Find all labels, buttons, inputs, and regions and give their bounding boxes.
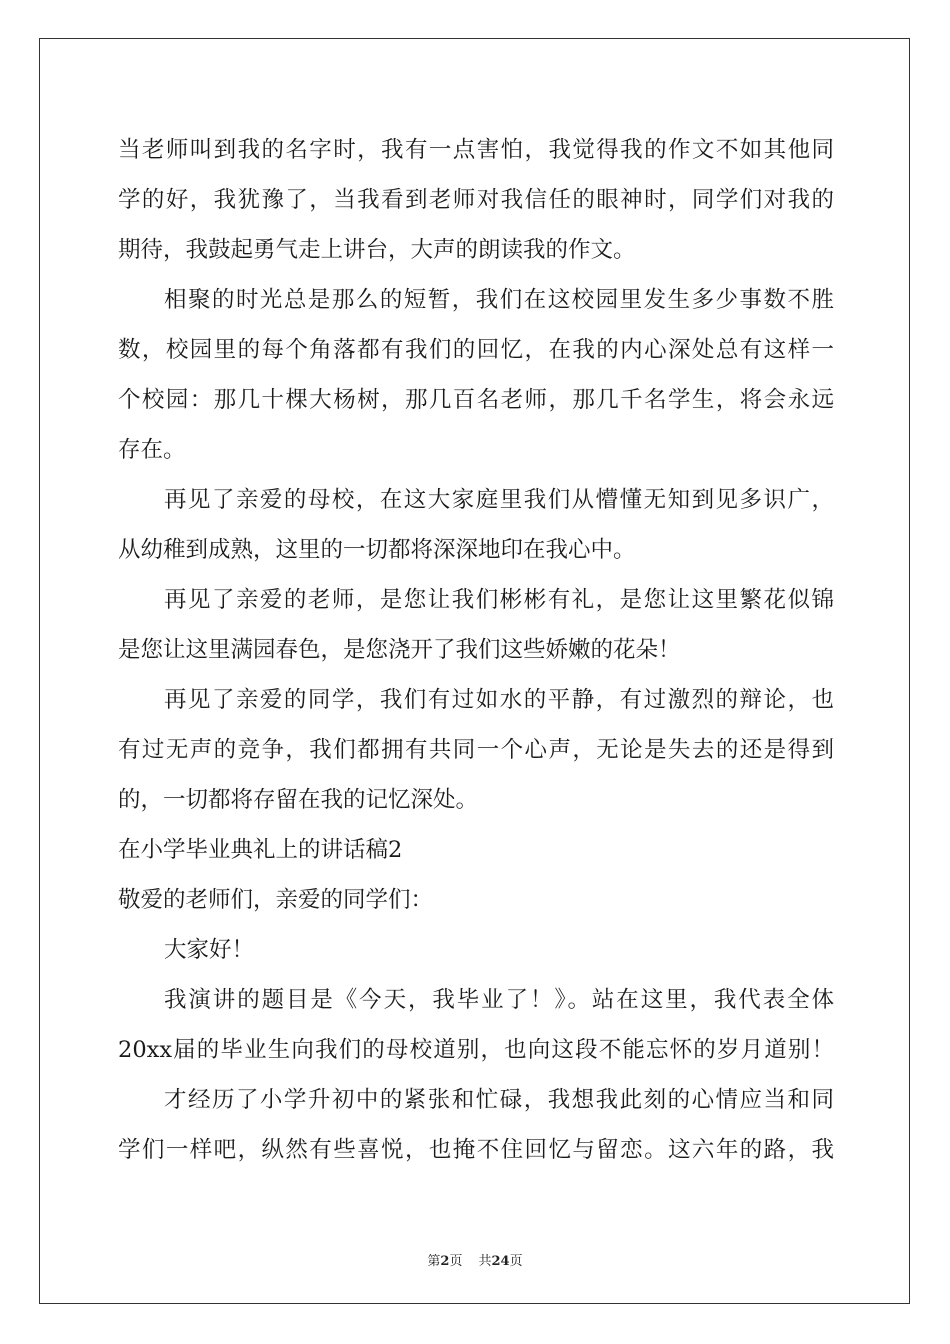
total-suffix: 页 xyxy=(509,1254,523,1269)
text-line: 学的好，我犹豫了，当我看到老师对我信任的眼神时，同学们对我的 xyxy=(118,187,834,213)
text-line: 有过无声的竞争，我们都拥有共同一个心声，无论是失去的还是得到 xyxy=(118,737,834,763)
text-line: 期待，我鼓起勇气走上讲台，大声的朗读我的作文。 xyxy=(118,237,636,263)
document-body xyxy=(118,125,834,1175)
paragraph-first-line: 再见了亲爱的同学，我们有过如水的平静，有过激烈的辩论，也 xyxy=(164,687,834,713)
section-heading: 在小学毕业典礼上的讲话稿2 xyxy=(118,837,403,863)
text-line: 的，一切都将存留在我的记忆深处。 xyxy=(118,787,479,813)
paragraph-first-line: 相聚的时光总是那么的短暂，我们在这校园里发生多少事数不胜 xyxy=(164,287,834,313)
salutation: 敬爱的老师们，亲爱的同学们： xyxy=(118,887,434,913)
total-prefix: 共 xyxy=(478,1254,492,1269)
paragraph-first-line: 才经历了小学升初中的紧张和忙碌，我想我此刻的心情应当和同 xyxy=(164,1087,834,1113)
text-line: 数，校园里的每个角落都有我们的回忆，在我的内心深处总有这样一 xyxy=(118,337,834,363)
text-line: 存在。 xyxy=(118,437,186,463)
page-footer xyxy=(0,1250,950,1269)
text-line: 学们一样吧，纵然有些喜悦，也掩不住回忆与留恋。这六年的路，我 xyxy=(118,1137,834,1163)
current-page-number: 2 xyxy=(440,1254,450,1269)
text-line: 是您让这里满园春色，是您浇开了我们这些娇嫩的花朵！ xyxy=(118,637,681,663)
text-line: 从幼稚到成熟，这里的一切都将深深地印在我心中。 xyxy=(118,537,636,563)
paragraph-first-line: 再见了亲爱的老师，是您让我们彬彬有礼，是您让这里繁花似锦 xyxy=(164,587,834,613)
page-suffix: 页 xyxy=(449,1254,463,1269)
paragraph-first-line: 我演讲的题目是《今天，我毕业了！》。站在这里，我代表全体 xyxy=(164,987,834,1013)
paragraph-first-line: 再见了亲爱的母校，在这大家庭里我们从懵懂无知到见多识广， xyxy=(164,487,834,513)
page-prefix: 第 xyxy=(427,1254,441,1269)
text-line: 当老师叫到我的名字时，我有一点害怕，我觉得我的作文不如其他同 xyxy=(118,137,834,163)
text-line: 20xx届的毕业生向我们的母校道别，也向这段不能忘怀的岁月道别！ xyxy=(118,1037,834,1063)
greeting: 大家好！ xyxy=(164,937,255,963)
total-pages-number: 24 xyxy=(491,1254,510,1269)
text-line: 个校园：那几十棵大杨树，那几百名老师，那几千名学生，将会永远 xyxy=(118,387,834,413)
